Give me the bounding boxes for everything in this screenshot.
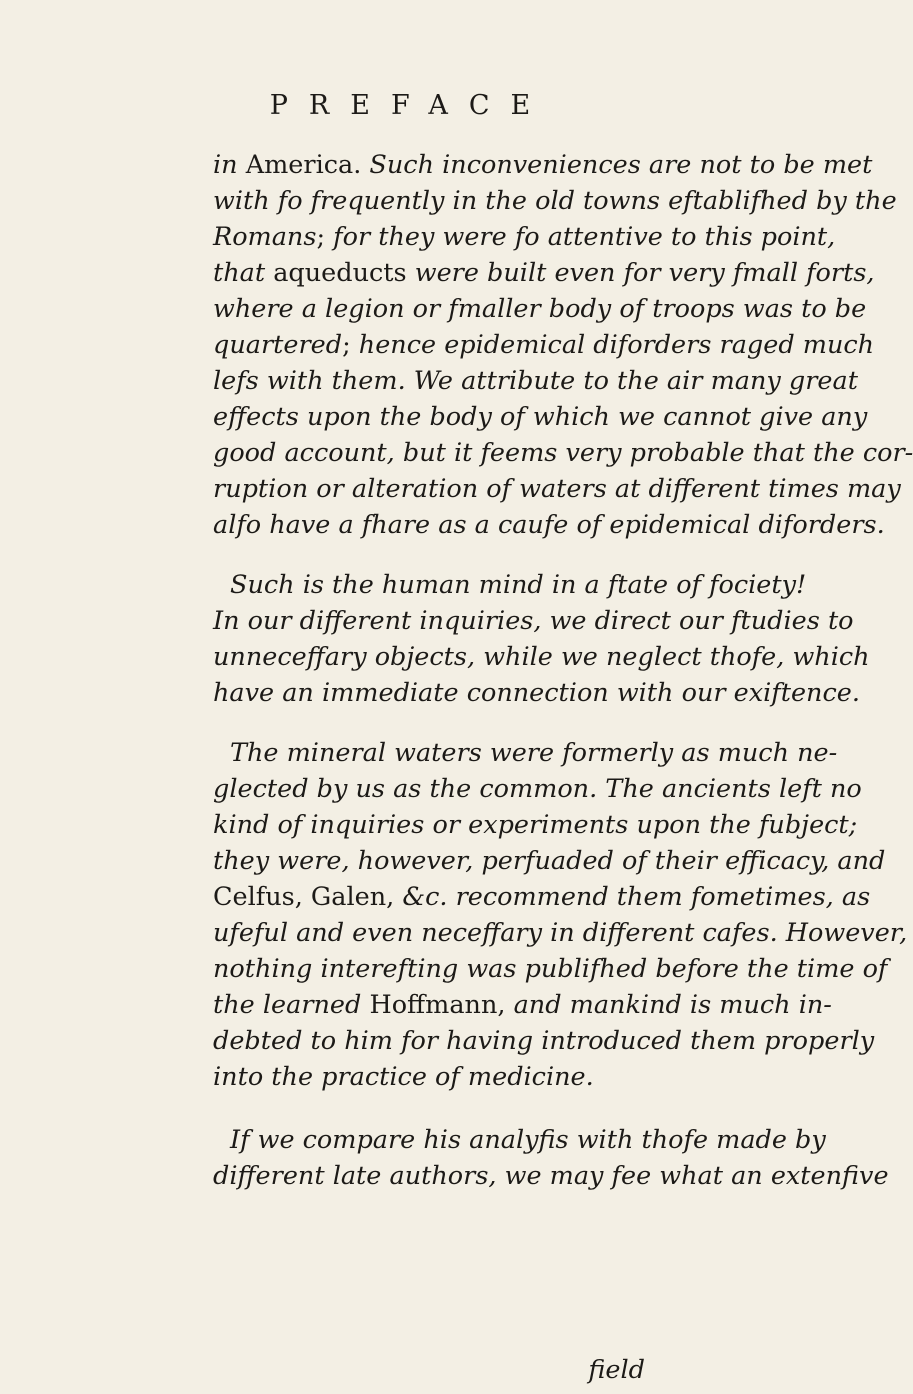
text-segment: with fo frequently in the old towns eftablifhed by the: [213, 186, 897, 216]
text-segment: ufeful and even neceffary in different cafes. However,: [213, 918, 908, 948]
text-line: [213, 1026, 874, 1056]
text-line: [213, 294, 866, 324]
text-segment: different late authors, we may fee what an extenfive: [213, 1161, 889, 1191]
text-segment: In our different inquiries, we direct our ftudies to: [213, 606, 854, 636]
text-segment: aqueducts: [273, 258, 407, 288]
text-line: [213, 222, 835, 252]
text-segment: for they were fo attentive to this point,: [333, 222, 836, 252]
text-line: [213, 258, 875, 288]
text-line: [213, 402, 867, 432]
text-segment: the learned: [213, 990, 370, 1020]
text-segment: that: [213, 258, 274, 288]
text-line: [213, 150, 872, 180]
text-segment: Celfus, Galen,: [213, 882, 403, 912]
text-segment: and mankind is much in-: [505, 990, 832, 1020]
text-line: [213, 918, 907, 948]
text-line: [213, 846, 885, 876]
text-segment: The mineral waters were formerly as much ne-: [230, 738, 838, 768]
text-line: [230, 570, 806, 600]
text-segment: Hoffmann,: [369, 990, 506, 1020]
text-line: [213, 606, 854, 636]
text-segment: America.: [245, 150, 362, 180]
text-segment: ;: [316, 222, 334, 252]
text-segment: hence epidemical diforders raged much: [358, 330, 875, 360]
text-line: [213, 882, 870, 912]
text-segment: Romans: [213, 222, 317, 252]
text-segment: If we compare his analyfis with thofe made by: [230, 1125, 826, 1155]
text-segment: were built even for very fmall forts,: [406, 258, 875, 288]
catchword: field: [588, 1355, 645, 1385]
text-segment: debted to him for having introduced them properly: [213, 1026, 875, 1056]
text-line: [213, 678, 860, 708]
text-segment: Such inconveniences are not to be met: [361, 150, 873, 180]
text-segment: good account, but it feems very probable that the cor-: [213, 438, 913, 468]
text-segment: unneceffary objects, while we neglect thofe, which: [213, 642, 870, 672]
text-segment: into the practice of medicine.: [213, 1062, 594, 1092]
text-line: [230, 1125, 826, 1155]
text-line: [213, 186, 897, 216]
text-segment: alfo have a fhare as a caufe of epidemical diforders.: [213, 510, 885, 540]
text-segment: lefs with them. We attribute to the air many great: [213, 366, 858, 396]
text-line: [213, 990, 832, 1020]
page-heading: PREFACE: [269, 90, 552, 121]
text-segment: in: [213, 150, 246, 180]
text-line: [213, 330, 874, 360]
text-line: [213, 1161, 889, 1191]
text-line: [213, 774, 862, 804]
text-segment: nothing interefting was publifhed before the time of: [213, 954, 888, 984]
text-line: [230, 738, 837, 768]
text-segment: have an immediate connection with our exiftence.: [213, 678, 860, 708]
text-segment: ;: [342, 330, 359, 360]
text-line: [213, 366, 858, 396]
text-segment: ruption or alteration of waters at different times may: [213, 474, 901, 504]
text-segment: &c. recommend them fometimes, as: [402, 882, 871, 912]
text-line: [213, 438, 913, 468]
text-segment: glected by us as the common. The ancients left no: [213, 774, 862, 804]
text-segment: effects upon the body of which we cannot give any: [213, 402, 868, 432]
text-line: [213, 810, 857, 840]
text-line: [213, 474, 901, 504]
text-line: [213, 510, 885, 540]
text-line: [213, 642, 870, 672]
text-segment: where a legion or fmaller body of troops was to be: [213, 294, 867, 324]
text-line: [213, 1062, 594, 1092]
text-segment: kind of inquiries or experiments upon the fubject;: [213, 810, 858, 840]
text-segment: quartered: [213, 330, 343, 360]
text-segment: they were, however, perfuaded of their efficacy, and: [213, 846, 886, 876]
text-line: [213, 954, 887, 984]
text-segment: Such is the human mind in a ftate of fociety!: [230, 570, 807, 600]
